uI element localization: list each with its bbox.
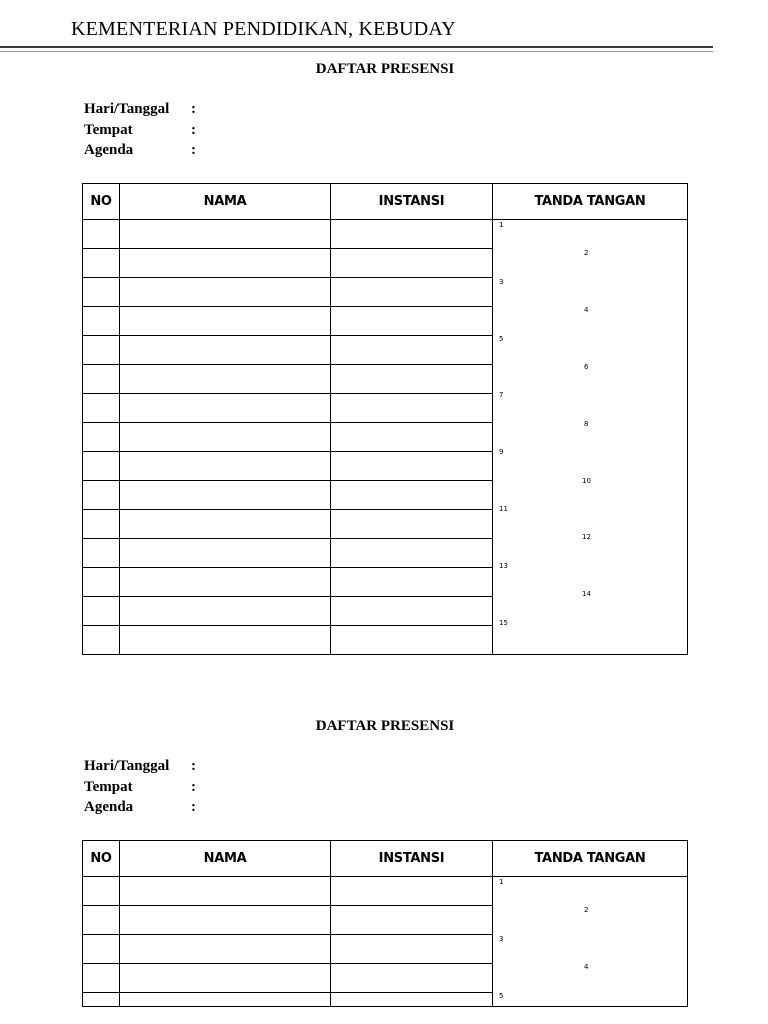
signature-number: 9 [499, 448, 504, 457]
table-header-row [83, 841, 688, 877]
name-cell[interactable] [120, 452, 331, 481]
no-cell[interactable] [83, 452, 120, 481]
institution-cell[interactable] [331, 626, 493, 655]
column-header-tanda-tangan: TANDA TANGAN [493, 184, 688, 220]
institution-cell[interactable] [331, 307, 493, 336]
no-cell[interactable] [83, 278, 120, 307]
name-cell[interactable] [120, 964, 331, 993]
institution-cell[interactable] [331, 877, 493, 906]
institution-cell[interactable] [331, 510, 493, 539]
no-cell[interactable] [83, 510, 120, 539]
no-cell[interactable] [83, 935, 120, 964]
no-cell[interactable] [83, 220, 120, 249]
no-cell[interactable] [83, 394, 120, 423]
signature-number: 3 [499, 277, 504, 286]
signature-area[interactable] [493, 877, 688, 1007]
no-cell[interactable] [83, 877, 120, 906]
section-title: DAFTAR PRESENSI [315, 61, 455, 77]
meta-label: Hari/Tanggal [84, 758, 170, 774]
table-row [83, 220, 688, 249]
meta-colon: : [191, 758, 196, 774]
name-cell[interactable] [120, 568, 331, 597]
no-cell[interactable] [83, 365, 120, 394]
name-cell[interactable] [120, 307, 331, 336]
signature-number: 13 [499, 561, 508, 570]
name-cell[interactable] [120, 877, 331, 906]
institution-cell[interactable] [331, 365, 493, 394]
no-cell[interactable] [83, 307, 120, 336]
institution-cell[interactable] [331, 278, 493, 307]
meta-colon: : [191, 101, 196, 117]
name-cell[interactable] [120, 249, 331, 278]
signature-number: 11 [499, 505, 508, 513]
signature-number: 3 [499, 934, 504, 943]
no-cell[interactable] [83, 964, 120, 993]
column-header-instansi: INSTANSI [331, 841, 493, 877]
signature-number: 2 [584, 906, 589, 915]
table-header-row [83, 184, 688, 220]
signature-number: 5 [499, 991, 504, 1000]
signature-number: 10 [582, 476, 591, 485]
attendance-table [82, 840, 688, 1007]
no-cell[interactable] [83, 481, 120, 510]
column-header-no: NO [83, 184, 120, 220]
header-title: KEMENTERIAN PENDIDIKAN, KEBUDAY [71, 18, 456, 40]
meta-colon: : [191, 778, 196, 795]
no-cell[interactable] [83, 597, 120, 626]
signature-number: 4 [584, 306, 589, 315]
signature-number: 8 [584, 419, 589, 428]
meta-colon: : [191, 121, 196, 138]
name-cell[interactable] [120, 481, 331, 510]
no-cell[interactable] [83, 568, 120, 597]
name-cell[interactable] [120, 993, 331, 1007]
institution-cell[interactable] [331, 452, 493, 481]
section-title: DAFTAR PRESENSI [315, 718, 455, 734]
name-cell[interactable] [120, 365, 331, 394]
no-cell[interactable] [83, 906, 120, 935]
no-cell[interactable] [83, 626, 120, 655]
name-cell[interactable] [120, 336, 331, 365]
header-divider [0, 46, 713, 48]
institution-cell[interactable] [331, 935, 493, 964]
institution-cell[interactable] [331, 993, 493, 1007]
name-cell[interactable] [120, 539, 331, 568]
institution-cell[interactable] [331, 539, 493, 568]
signature-number: 7 [499, 391, 504, 400]
institution-cell[interactable] [331, 964, 493, 993]
institution-cell[interactable] [331, 423, 493, 452]
column-header-no: NO [83, 841, 120, 877]
no-cell[interactable] [83, 993, 120, 1007]
meta-label: Tempat [84, 121, 133, 138]
signature-number: 14 [582, 590, 591, 599]
no-cell[interactable] [83, 249, 120, 278]
attendance-table [82, 183, 688, 655]
signature-number: 1 [499, 878, 504, 886]
meta-colon: : [191, 799, 196, 815]
institution-cell[interactable] [331, 906, 493, 935]
no-cell[interactable] [83, 539, 120, 568]
signature-number: 12 [582, 533, 591, 542]
institution-cell[interactable] [331, 220, 493, 249]
no-cell[interactable] [83, 423, 120, 452]
name-cell[interactable] [120, 423, 331, 452]
signature-number: 4 [584, 963, 589, 972]
signature-number: 15 [499, 618, 508, 627]
name-cell[interactable] [120, 626, 331, 655]
institution-cell[interactable] [331, 568, 493, 597]
signature-number: 6 [584, 363, 589, 371]
name-cell[interactable] [120, 906, 331, 935]
name-cell[interactable] [120, 278, 331, 307]
table-row [83, 877, 688, 906]
meta-colon: : [191, 142, 196, 158]
name-cell[interactable] [120, 394, 331, 423]
column-header-instansi: INSTANSI [331, 184, 493, 220]
signature-area[interactable] [493, 220, 688, 655]
meta-label: Hari/Tanggal [84, 101, 170, 117]
institution-cell[interactable] [331, 597, 493, 626]
institution-cell[interactable] [331, 336, 493, 365]
no-cell[interactable] [83, 336, 120, 365]
column-header-nama: NAMA [120, 184, 331, 220]
meta-label: Tempat [84, 778, 133, 795]
signature-number: 5 [499, 334, 504, 343]
signature-number: 2 [584, 249, 589, 258]
meta-label: Agenda [84, 142, 134, 158]
name-cell[interactable] [120, 935, 331, 964]
name-cell[interactable] [120, 597, 331, 626]
name-cell[interactable] [120, 220, 331, 249]
name-cell[interactable] [120, 510, 331, 539]
institution-cell[interactable] [331, 249, 493, 278]
meta-label: Agenda [84, 799, 134, 815]
signature-number: 1 [499, 221, 504, 229]
column-header-nama: NAMA [120, 841, 331, 877]
institution-cell[interactable] [331, 394, 493, 423]
header-divider-thin [0, 51, 713, 52]
institution-cell[interactable] [331, 481, 493, 510]
column-header-tanda-tangan: TANDA TANGAN [493, 841, 688, 877]
